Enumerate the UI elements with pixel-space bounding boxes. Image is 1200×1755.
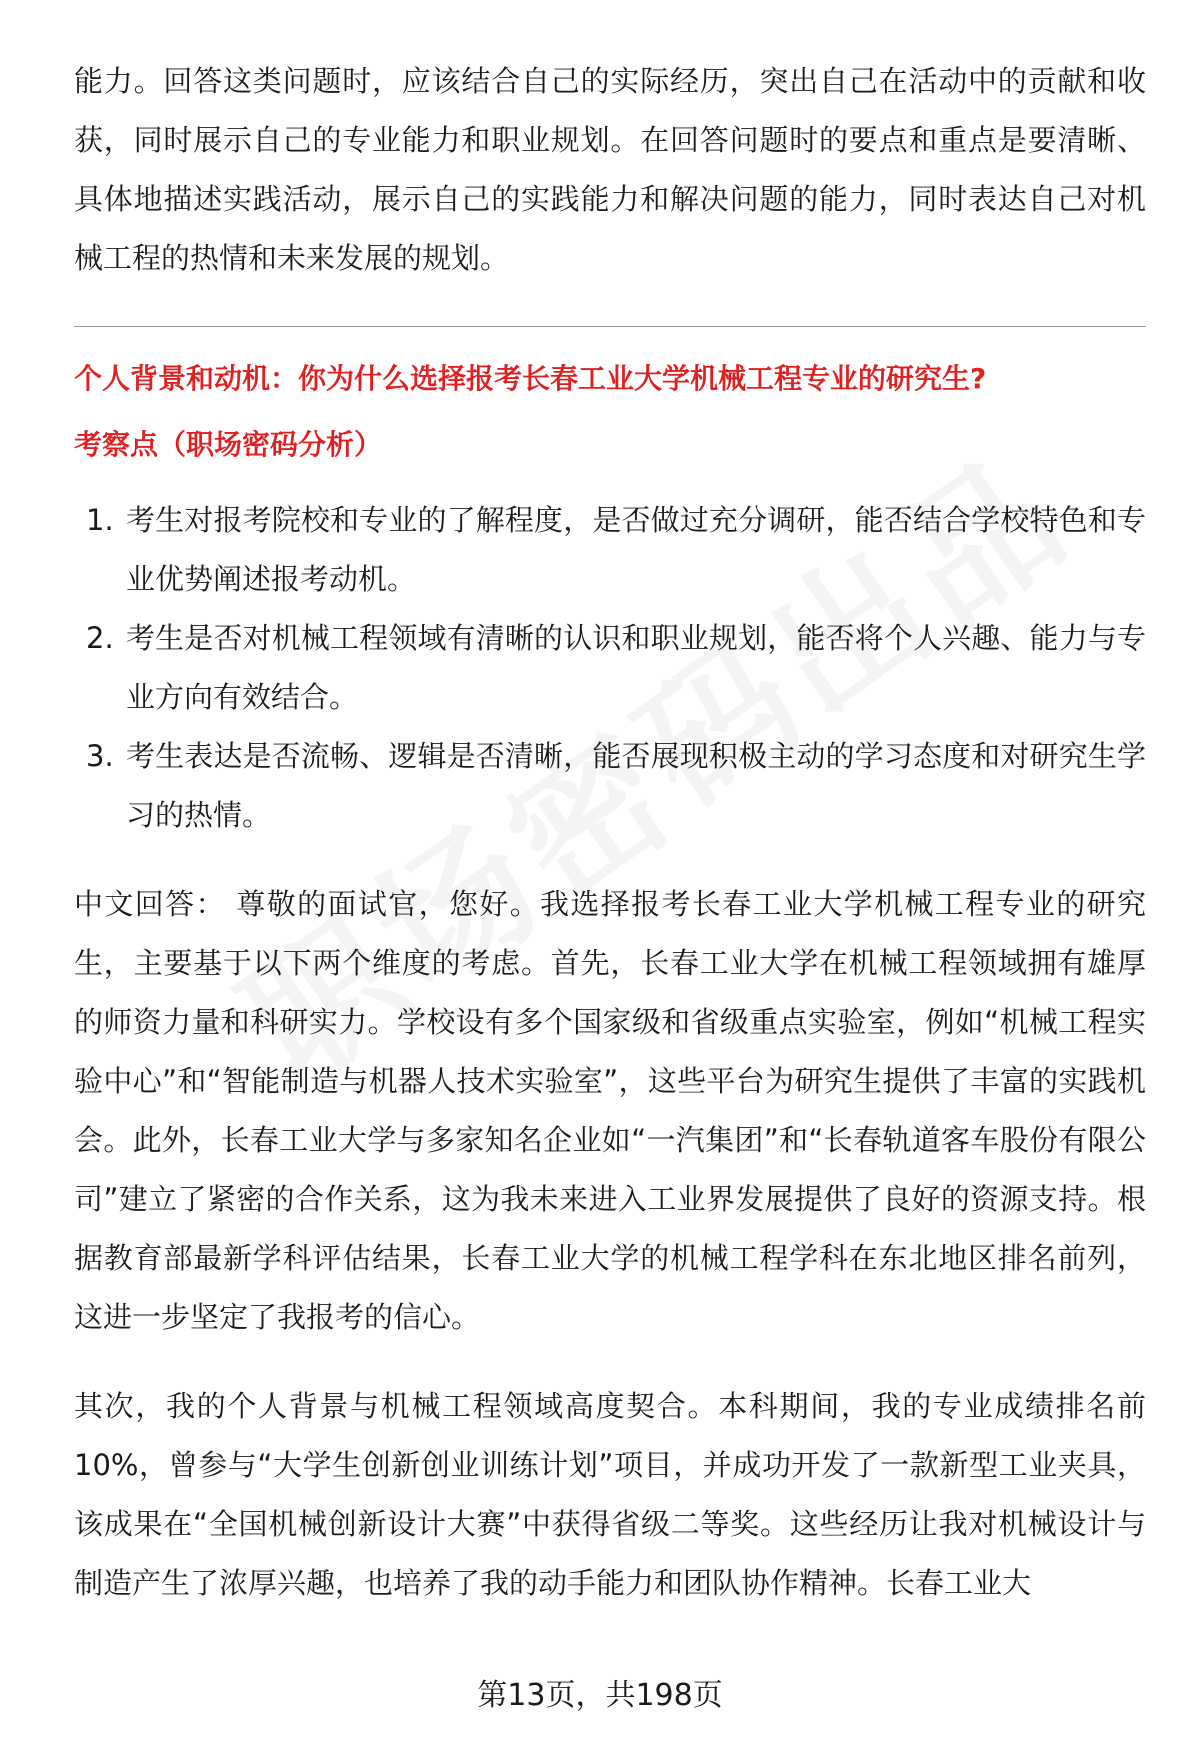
list-item: [74, 491, 1146, 609]
list-item-number: 2.: [86, 621, 114, 655]
points-heading: 考察点（职场密码分析）: [74, 428, 383, 461]
list-item-text: 考生对报考院校和专业的了解程度，是否做过充分调研，能否结合学校特色和专业优势阐述报考动机。: [126, 503, 1146, 596]
list-item-number: 3.: [86, 739, 114, 773]
list-item: [74, 727, 1146, 845]
assessment-points-list: [74, 491, 1146, 845]
question-heading: 个人背景和动机：你为什么选择报考长春工业大学机械工程专业的研究生?: [74, 362, 987, 395]
page-number-footer: 第13页，共198页: [477, 1678, 723, 1713]
page-content: [74, 52, 1146, 1613]
answer-paragraph-1: 中文回答： 尊敬的面试官，您好。我选择报考长春工业大学机械工程专业的研究生，主要基于以下两个维度的考虑。首先，长春工业大学在机械工程领域拥有雄厚的师资力量和科研实力。学校设有多个国家级和省级重点实验室，例如“机械工程实验中心”和“智能制造与机器人技术实验室”，这些平台为研究生提供了丰富的实践机会。此外，长春工业大学与多家知名企业如“一汽集团”和“长春轨道客车股份有限公司”建立了紧密的合作关系，这为我未来进入工业界发展提供了良好的资源支持。根据教育部最新学科评估结果，长春工业大学的机械工程学科在东北地区排名前列，这进一步坚定了我报考的信心。: [74, 887, 1146, 1334]
list-item-number: 1.: [86, 503, 114, 537]
intro-paragraph: 能力。回答这类问题时，应该结合自己的实际经历，突出自己在活动中的贡献和收获，同时展示自己的专业能力和职业规划。在回答问题时的要点和重点是要清晰、具体地描述实践活动，展示自己的实践能力和解决问题的能力，同时表达自己对机械工程的热情和未来发展的规划。: [74, 64, 1146, 275]
list-item-text: 考生表达是否流畅、逻辑是否清晰，能否展现积极主动的学习态度和对研究生学习的热情。: [126, 739, 1146, 832]
answer-paragraph-2: 其次，我的个人背景与机械工程领域高度契合。本科期间，我的专业成绩排名前10%，曾参与“大学生创新创业训练计划”项目，并成功开发了一款新型工业夹具，该成果在“全国机械创新设计大赛”中获得省级二等奖。这些经历让我对机械设计与制造产生了浓厚兴趣，也培养了我的动手能力和团队协作精神。长春工业大: [74, 1389, 1146, 1600]
list-item: [74, 609, 1146, 727]
list-item-text: 考生是否对机械工程领域有清晰的认识和职业规划，能否将个人兴趣、能力与专业方向有效结合。: [126, 621, 1146, 714]
section-divider: [74, 326, 1146, 327]
